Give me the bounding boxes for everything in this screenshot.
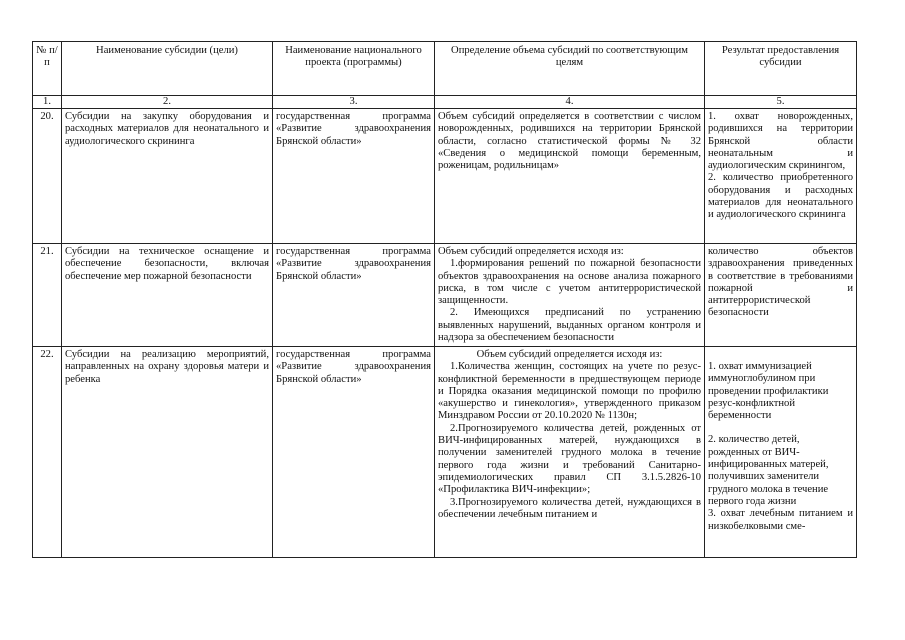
column-number: 5. (705, 96, 857, 109)
subsidy-table (32, 41, 857, 558)
result-paragraph: 2. количество детей, рожденных от ВИЧ-инфицированных матерей, получивших заменители грудного молока в течение первого года жизни (708, 434, 829, 507)
row-number: 21. (33, 244, 62, 347)
table-row (33, 347, 857, 558)
row-number: 22. (33, 347, 62, 558)
method-paragraph: 1.Количества женщин, состоящих на учете по резус-конфликтной беременности в предшествующем периоде и Порядка оказания медицинской помощи по профилю «акушерство и гинекология», утвержденного приказом Минздравом России от 20.10.2020 № 1130н; (438, 361, 701, 422)
header-result: Результат предоставления субсидии (705, 42, 857, 96)
column-number: 2. (62, 96, 273, 109)
program-name: государственная программа «Развитие здравоохранения Брянской области» (273, 347, 435, 558)
program-name: государственная программа «Развитие здравоохранения Брянской области» (273, 109, 435, 244)
header-row (33, 42, 857, 96)
subsidy-name: Субсидии на закупку оборудования и расходных материалов для неонатального и аудиологического скрининга (62, 109, 273, 244)
subsidy-name: Субсидии на техническое оснащение и обеспечение безопасности, включая обеспечение мер пожарной безопасности (62, 244, 273, 347)
method-paragraph: 2. Имеющихся предписаний по устранению выявленных нарушений, выданных органом контроля и надзора за обеспечением безопасности (438, 307, 701, 344)
column-number: 1. (33, 96, 62, 109)
table-row (33, 244, 857, 347)
method-paragraph: Объем субсидий определяется исходя из: (438, 246, 624, 257)
result-paragraph: количество объектов здравоохранения приведенных в соответствие в требованиями пожарной и антитеррористической безопасности (708, 246, 853, 319)
result-paragraph: 3. охват лечебным питанием и низкобелковыми сме- (708, 508, 853, 532)
volume-method (435, 109, 705, 244)
header-volume-definition: Определение объема субсидий по соответствующим целям (435, 42, 705, 96)
table-row (33, 109, 857, 244)
row-number: 20. (33, 109, 62, 244)
header-number: № п/п (33, 42, 62, 96)
subsidy-name: Субсидии на реализацию мероприятий, направленных на охрану здоровья матери и ребенка (62, 347, 273, 558)
method-paragraph: 2.Прогнозируемого количества детей, рожденных от ВИЧ-инфицированных матерей, нуждающихся в получении заменителей грудного молока в течение первого года жизни и требований Санитарно-эпидемиологических правил СП 3.1.5.2826-10 «Профилактика ВИЧ-инфекции»; (438, 422, 701, 496)
column-number-row (33, 96, 857, 109)
result-paragraph: 1. охват новорожденных, родившихся на территории Брянской области неонатальным и аудиологическим скринингом, (708, 111, 853, 172)
volume-method (435, 347, 705, 558)
method-paragraph: 1.формирования решений по пожарной безопасности объектов здравоохранения на основе анализа пожарного риска, в том числе с учетом антитеррористической защищенности. (438, 258, 701, 307)
subsidy-result (705, 244, 857, 347)
column-number: 3. (273, 96, 435, 109)
method-paragraph: 3.Прогнозируемого количества детей, нуждающихся в обеспечении лечебным питанием и (438, 496, 701, 520)
volume-method (435, 244, 705, 347)
column-number: 4. (435, 96, 705, 109)
program-name: государственная программа «Развитие здравоохранения Брянской области» (273, 244, 435, 347)
subsidy-result (705, 347, 857, 558)
result-paragraph: 1. охват иммунизацией иммуноглобулином при проведении профилактики резус-конфликтной беременности (708, 361, 829, 422)
method-paragraph: Объем субсидий определяется в соответствии с числом новорожденных, родившихся на территории Брянской области, согласно статистической формы № 32 «Сведения о медицинской помощи беременным, роженицам, родильницам» (438, 111, 701, 172)
subsidy-result (705, 109, 857, 244)
method-paragraph: Объем субсидий определяется исходя из: (476, 349, 663, 360)
header-subsidy-name: Наименование субсидии (цели) (62, 42, 273, 96)
header-program-name: Наименование национального проекта (программы) (273, 42, 435, 96)
result-paragraph: 2. количество приобретенного оборудования и расходных материалов для неонатального и аудиологического скрининга (708, 172, 853, 221)
